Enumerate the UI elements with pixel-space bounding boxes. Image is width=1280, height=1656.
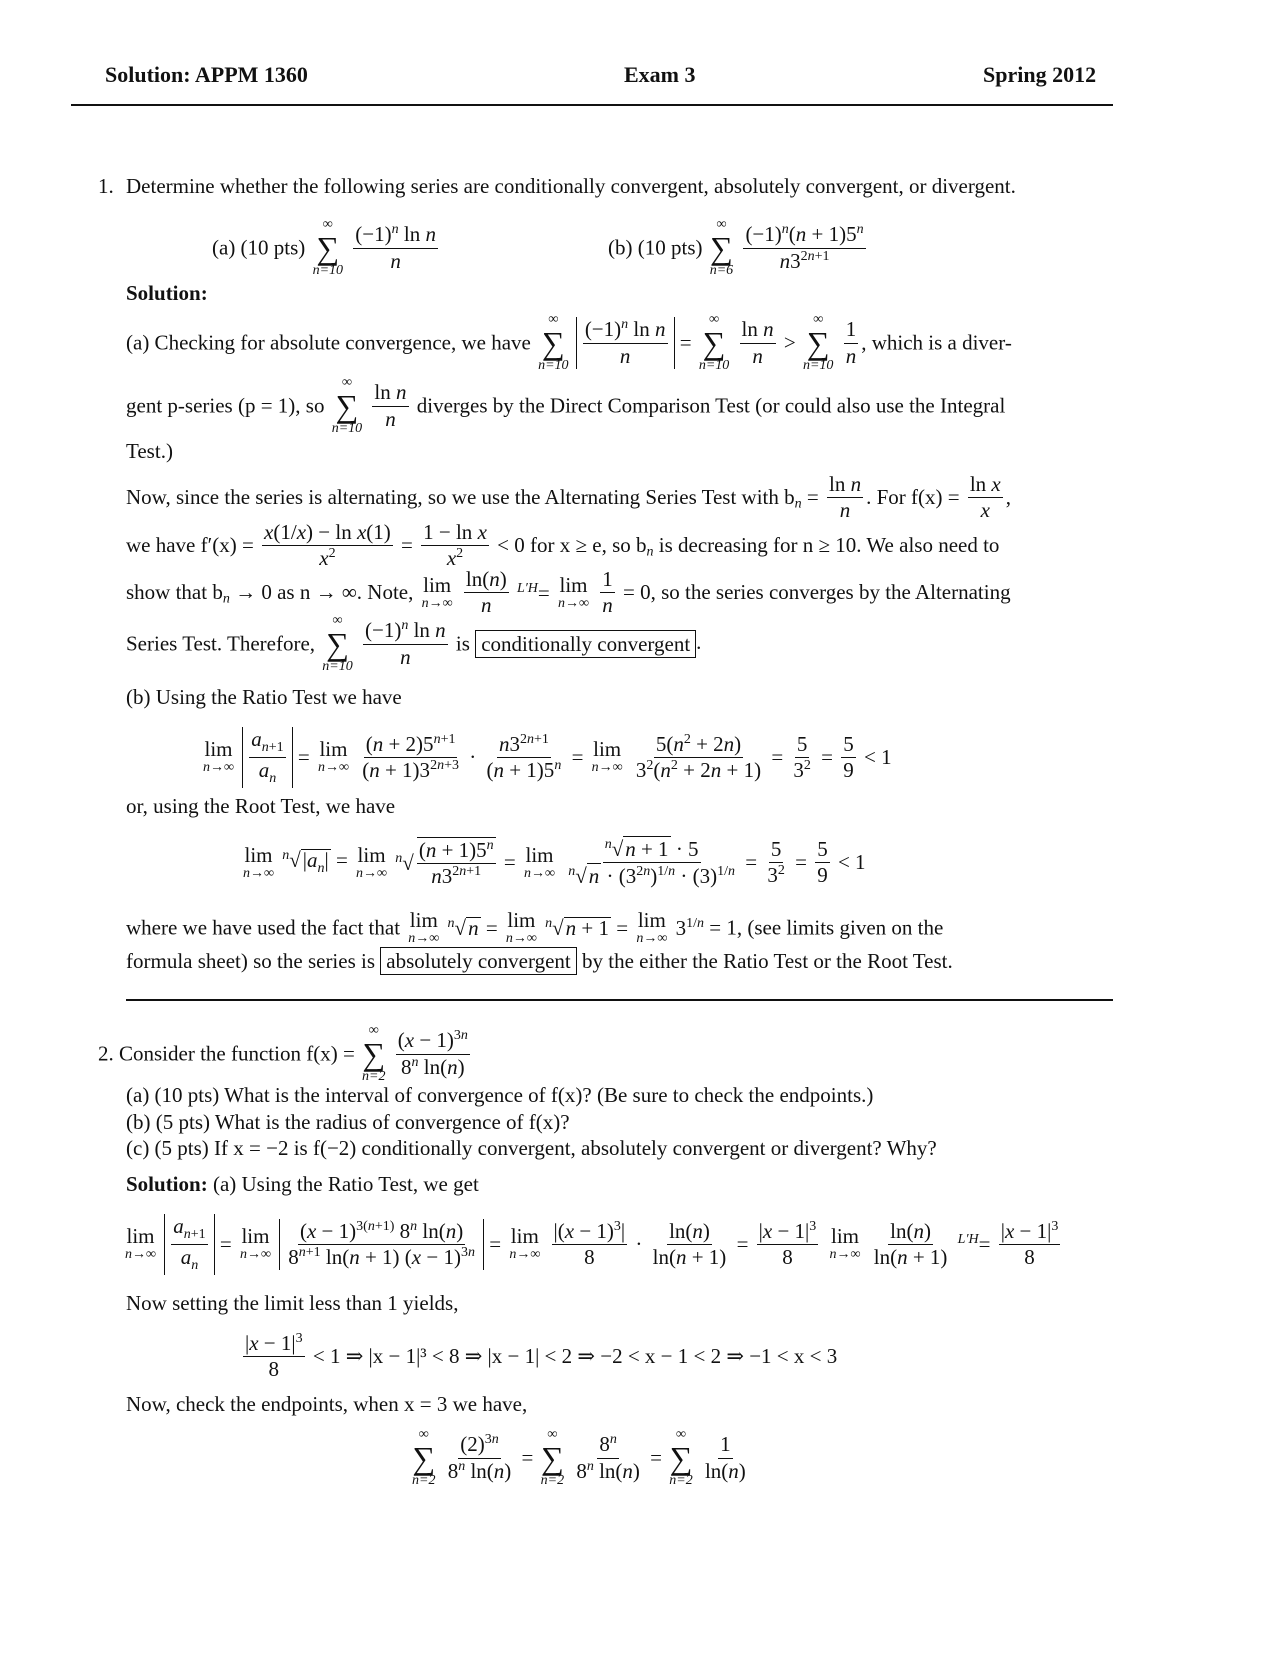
q2-solution-text: (a) Using the Ratio Test, we get (212, 1172, 479, 1196)
q2-solution-label: Solution: (126, 1172, 208, 1196)
q1-a-text9: < 0 for x ≥ e, so b (497, 533, 647, 558)
q1-a-text8: we have f′(x) = (126, 533, 254, 558)
q1-a-text5: Test.) (126, 439, 173, 463)
q1-b-text6: by the either the Ratio Test or the Root Test. (582, 949, 953, 973)
q1-b-line4 (126, 951, 953, 972)
q1-a-line4: Now, since the series is alternating, so we use the Alternating Series Test with $b_n$ = $\frac{\text{ln n}}{n}$ . For f(x) = $\frac{\text{ln x}}{x}$ , (126, 472, 1011, 523)
q2-part-c: (c) (5 pts) If x = −2 is f(−2) conditionally convergent, absolutely convergent or divergent? Why? (126, 1136, 937, 1160)
q1-b-text2: or, using the Root Test, we have (126, 794, 396, 818)
header-exam: Exam 3 (624, 62, 696, 87)
q1-a-text2: , which is a diver- (861, 330, 1012, 355)
q1-number: 1. (98, 174, 114, 198)
q1-a-text6: Now, since the series is alternating, so we use the Alternating Series Test with b (126, 485, 795, 510)
q1-solution-label: Solution: (126, 281, 208, 305)
q2-prompt: Consider the function f(x) = (119, 1041, 355, 1066)
q1-b-line3: where we have used the fact that lim n→∞ $^n$√n = lim n→∞ $^n$√n + 1 = lim n→∞ $3^{1/n} = 1$, (see limits given on the (126, 908, 944, 946)
q1-a-text7: . For f(x) = (866, 485, 960, 510)
q2-number: 2. (98, 1041, 114, 1066)
q1-a-line5: we have f′(x) = $\frac{\text{x(1/x) − ln x(1)}}{x^2}$ = $\frac{\text{1 − ln x}}{x^2}$ < 0 for x ≥ e, so $b_n$ is decreasing for n ≥ 10. We also need to (126, 520, 1000, 571)
q2-inequality: $\frac{|x - 1|^3}{8}$ < 1 ⇒ |x − 1|³ < 8 ⇒ |x − 1| < 2 ⇒ −2 < x − 1 < 2 ⇒ −1 < x < 3 (245, 1331, 838, 1382)
q1-a-line2: gent p-series (p = 1), so ∞ ∑ n=10 $\frac{\text{ln n}}{n}$ diverges by the Direct Comparison Test (or could also use the Integral (126, 375, 1006, 436)
q1-b-answer-box: absolutely convergent (380, 947, 576, 975)
q1-part-b: (b) (10 pts) ∞ ∑ n=6 $\frac{(-1)^n(n + 1)5^n}{n3^{2n+1}}$ (608, 217, 864, 278)
q1-b-text1: (b) Using the Ratio Test we have (126, 685, 402, 709)
header-course: Solution: APPM 1360 (105, 62, 308, 87)
q1-a-text14: Series Test. Therefore, (126, 631, 316, 656)
q2-text-endpoints: Now, check the endpoints, when x = 3 we have, (126, 1392, 528, 1416)
q1-a-text15: is (455, 631, 470, 656)
q1-a-text3: gent p-series (p = 1), so (126, 393, 325, 418)
q2-part-a: (a) (10 pts) What is the interval of convergence of f(x)? (Be sure to check the endpoints.) (126, 1083, 874, 1107)
q1-a-answer-box: conditionally convergent (475, 630, 696, 658)
q1-a-text4: diverges by the Direct Comparison Test (or could also use the Integral (416, 393, 1006, 418)
q1-part-a-label: (a) (10 pts) (212, 235, 306, 260)
q2-solution-line (126, 1174, 479, 1195)
q1-b-root: lim n→∞ $^n√|a_n|$ = lim n→∞ $^n$√ $\frac{(n + 1)5^n}{n3^{2n+1}}$ = lim n→∞ $\frac{^n√n + 1 \cdot 5}{^n√n \cdot (3^{2n})^{1/n} \cdot (3)^{1/n}}$ = $\frac{5}{3^2}$ = $\frac{5}{9}$ < 1 (243, 837, 866, 889)
q2-endpoint-sum: ∞ ∑ n=2 $\frac{(2)^{3n}}{8^n \ln(n)}$ = ∞ ∑ n=2 $\frac{8^n}{8^n \ln(n)}$ = ∞ ∑ n=2 $\frac{1}{\ln(n)}$ (412, 1427, 746, 1488)
q2-ratio: lim n→∞ $\frac{a_{n+1}}{a_n}$ = lim n→∞ $\frac{(x - 1)^{3(n+1)} 8^n \ln(n)}{8^{n+1} \ln(n + 1) (x - 1)^{3n}}$ = lim n→∞ $\frac{|(x - 1)^3|}{8}$ · $\frac{\ln(n)}{\ln(n + 1)}$ = $\frac{|x - 1|^3}{8}$ lim n→∞ $\frac{\ln(n)}{\ln(n + 1)}$ $^{L'H}$= $\frac{|x - 1|^3}{8}$ (125, 1214, 1059, 1274)
q1-a-text12: → 0 as n → ∞. Note, (235, 580, 414, 605)
q1-part-a: (a) (10 pts) ∞ ∑ n=10 $\frac{(-1)^n \ln n}{n}$ (212, 217, 436, 278)
q2-text-limit: Now setting the limit less than 1 yields, (126, 1291, 459, 1315)
q1-a-text11: show that b (126, 580, 223, 605)
q2-line1: 2. Consider the function f(x) = ∞ ∑ n=2 $\frac{(x - 1)^{3n}}{8^n \ln(n)}$ (98, 1023, 468, 1084)
q1-b-text5: formula sheet) so the series is (126, 949, 376, 973)
q1-prompt: Determine whether the following series are conditionally convergent, absolutely convergent, or divergent. (126, 174, 1016, 198)
q1-a-line7: Series Test. Therefore, ∞ ∑ n=10 $\frac{(-1)^n \ln n}{n}$ is conditionally convergent . (126, 613, 702, 674)
q1-a-text1: (a) Checking for absolute convergence, we have (126, 330, 531, 355)
header-rule (71, 104, 1113, 106)
q1-a-line6: show that $b_n \to 0$ as n → ∞. Note, lim n→∞ $\frac{\ln(n)}{n}$ $^{L'H}$= lim n→∞ $\frac{1}{n}$ = 0, so the series converges by the Alternating (126, 567, 1011, 618)
section-divider (126, 999, 1113, 1001)
q2-inequality-chain: < 1 ⇒ |x − 1|³ < 8 ⇒ |x − 1| < 2 ⇒ −2 < x − 1 < 2 ⇒ −1 < x < 3 (312, 1344, 838, 1369)
header-term: Spring 2012 (983, 62, 1097, 87)
q2-part-b: (b) (5 pts) What is the radius of convergence of f(x)? (126, 1110, 570, 1134)
q1-b-ratio: lim n→∞ $\frac{a_{n+1}}{a_n}$ = lim n→∞ $\frac{(n + 2)5^{n+1}}{(n + 1)3^{2n+3}}$ · $\frac{n3^{2n+1}}{(n + 1)5^n}$ = lim n→∞ $\frac{5(n^2 + 2n)}{3^2(n^2 + 2n + 1)}$ = $\frac{5}{3^2}$ = $\frac{5}{9}$ < 1 (203, 727, 892, 787)
q1-part-b-label: (b) (10 pts) (608, 235, 703, 260)
q1-b-text3: where we have used the fact that (126, 915, 401, 940)
q1-b-text4: = 1, (see limits given on the (709, 915, 944, 940)
q1-a-text10: is decreasing for n ≥ 10. We also need to (658, 533, 1000, 558)
q1-a-text13: = 0, so the series converges by the Alternating (622, 580, 1011, 605)
q1-a-line1: (a) Checking for absolute convergence, we have ∞ ∑ n=10 $\frac{(-1)^n \ln n}{n}$ = ∞ ∑ n=10 $\frac{\text{ln n}}{n}$ > ∞ ∑ n=10 $\frac{1}{n}$ , which is a diver- (126, 312, 1012, 373)
